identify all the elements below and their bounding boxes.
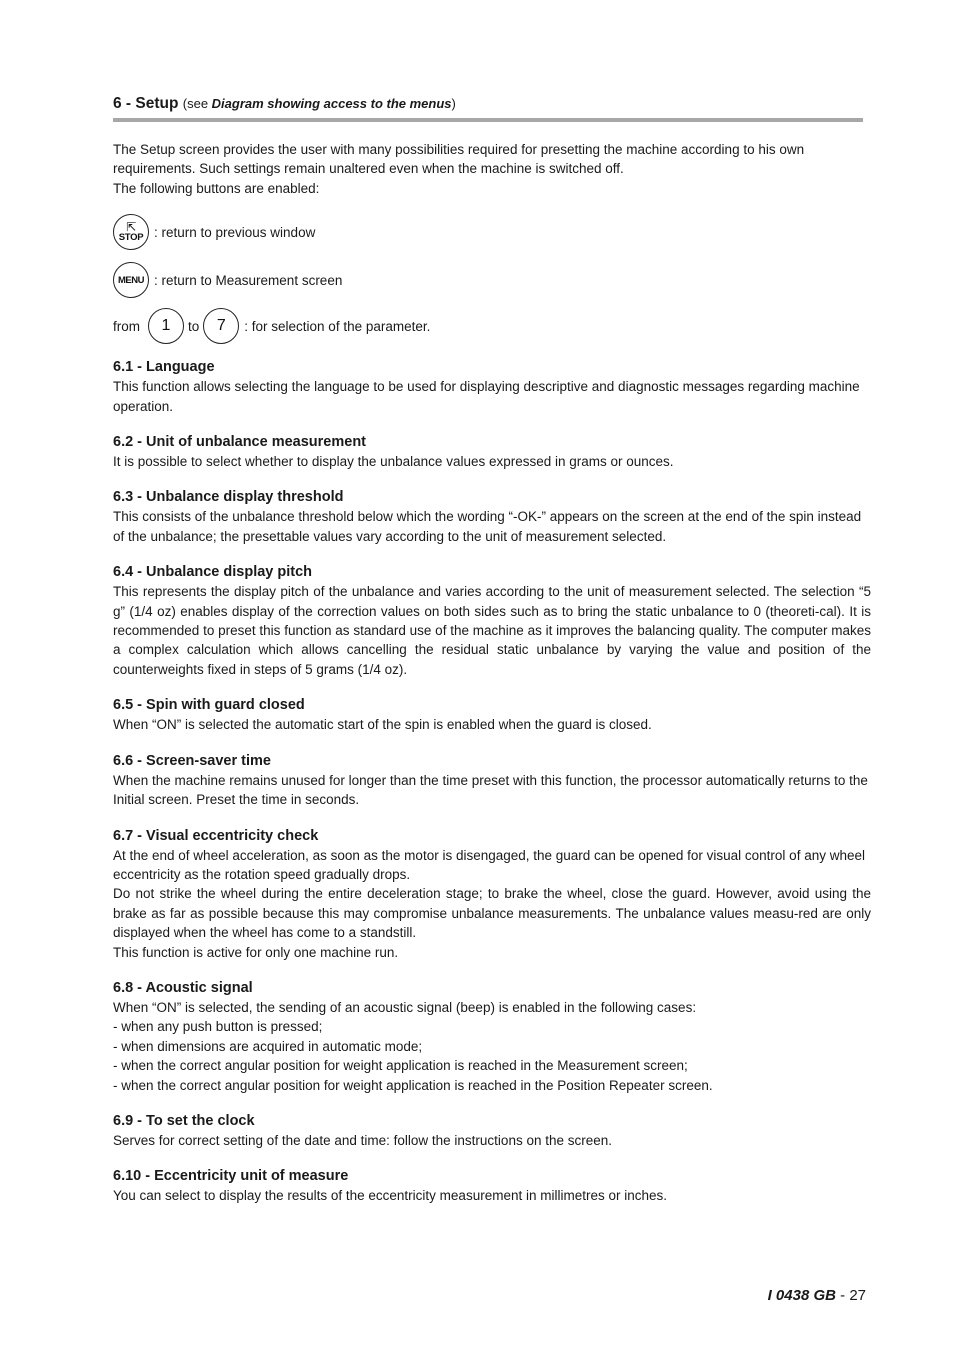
section-unbalance-unit bbox=[113, 433, 871, 471]
return-arrow-icon: ⇱ bbox=[126, 219, 136, 234]
list-item: - when any push button is pressed; bbox=[113, 1019, 323, 1035]
key-1-icon: 1 bbox=[148, 308, 184, 344]
from-label: from bbox=[113, 318, 140, 334]
menu-key-icon: MENU bbox=[113, 262, 149, 298]
section-heading bbox=[113, 93, 871, 115]
intro-paragraph: The Setup screen provides the user with many possibilities required for presetting the machine according to his own requirements. Such settings remain unaltered even when the machine is switched off. bbox=[113, 142, 805, 177]
subsection-text: This function is active for only one machine run. bbox=[113, 944, 399, 960]
subsection-text: This function allows selecting the language to be used for displaying descriptive and diagnostic messages regarding machine operation. bbox=[113, 379, 860, 414]
number-keys-description: : for selection of the parameter. bbox=[244, 318, 431, 334]
document-code: I 0438 GB bbox=[767, 1287, 836, 1304]
subsection-text: It is possible to select whether to display the unbalance values expressed in grams or ounces. bbox=[113, 454, 674, 470]
section-eccentricity-unit bbox=[113, 1167, 871, 1205]
subsection-title: 6.6 - Screen-saver time bbox=[113, 752, 271, 769]
menu-key-description: : return to Measurement screen bbox=[154, 272, 343, 288]
subsection-text: When “ON” is selected, the sending of an acoustic signal (beep) is enabled in the following cases: bbox=[113, 999, 697, 1015]
subsection-text: This represents the display pitch of the unbalance and varies according to the unit of measurement selected. The selection “5 g” (1/4 oz) enables display of the correction values on both sides such as to bring the static unbalance to 0 (theoreti-cal). It is recommended to preset this function as standard use of the machine as it improves the balancing quality. The computer makes a complex calculation which allows cancelling the residual static unbalance by varying the value and position of the counterweights fixed in steps of 5 grams (1/4 oz). bbox=[113, 584, 871, 677]
stop-key-description: : return to previous window bbox=[154, 224, 316, 240]
document-page bbox=[113, 93, 871, 1206]
subsection-title: 6.1 - Language bbox=[113, 359, 215, 376]
see-reference: (see Diagram showing access to the menus) bbox=[182, 96, 456, 111]
section-set-clock bbox=[113, 1112, 871, 1150]
intro-buttons-line: The following buttons are enabled: bbox=[113, 180, 320, 196]
subsection-title: 6.9 - To set the clock bbox=[113, 1112, 255, 1129]
list-item: - when dimensions are acquired in automatic mode; bbox=[113, 1038, 423, 1054]
subsection-text: When the machine remains unused for longer than the time preset with this function, the processor automatically returns to the Initial screen. Preset the time in seconds. bbox=[113, 772, 868, 808]
subsection-text: Serves for correct setting of the date and time: follow the instructions on the screen. bbox=[113, 1132, 613, 1148]
section-language bbox=[113, 358, 871, 416]
number-keys-row bbox=[113, 306, 871, 346]
page-number: 27 bbox=[849, 1287, 866, 1304]
list-item: - when the correct angular position for weight application is reached in the Measurement screen; bbox=[113, 1058, 688, 1074]
diagram-link[interactable]: Diagram showing access to the menus bbox=[211, 96, 452, 111]
subsection-title: 6.7 - Visual eccentricity check bbox=[113, 827, 319, 844]
subsection-text: Do not strike the wheel during the entire deceleration stage; to brake the wheel, close the guard. However, avoid using the brake as far as possible because this may compromise unbalance measurements. The unbalance values measu-red are only displayed when the wheel has come to a standstill. bbox=[113, 886, 871, 941]
subsection-text: This consists of the unbalance threshold below which the wording “-OK-” appears on the screen at the end of the spin instead of the unbalance; the presettable values vary according to the unit of measurement selected. bbox=[113, 509, 862, 544]
subsection-text: When “ON” is selected the automatic start of the spin is enabled when the guard is closed. bbox=[113, 717, 652, 733]
subsection-title: 6.8 - Acoustic signal bbox=[113, 979, 253, 996]
subsection-text: You can select to display the results of the eccentricity measurement in millimetres or inches. bbox=[113, 1188, 668, 1204]
list-item: - when the correct angular position for weight application is reached in the Position Repeater screen. bbox=[113, 1077, 713, 1093]
subsection-text: At the end of wheel acceleration, as soon as the motor is disengaged, the guard can be opened for visual control of any wheel eccentricity as the rotation speed gradually drops. bbox=[113, 847, 865, 882]
subsection-title: 6.10 - Eccentricity unit of measure bbox=[113, 1168, 349, 1185]
stop-button-row bbox=[113, 212, 871, 252]
section-display-pitch bbox=[113, 563, 871, 679]
stop-key-icon: ⇱ STOP bbox=[113, 214, 149, 250]
key-7-icon: 7 bbox=[203, 308, 239, 344]
subsection-title: 6.5 - Spin with guard closed bbox=[113, 697, 305, 714]
section-screen-saver bbox=[113, 752, 871, 810]
section-eccentricity-check bbox=[113, 827, 871, 962]
heading-divider bbox=[113, 118, 863, 122]
section-spin-guard bbox=[113, 696, 871, 734]
menu-button-row bbox=[113, 260, 871, 300]
section-title: 6 - Setup bbox=[113, 95, 179, 112]
section-display-threshold bbox=[113, 488, 871, 546]
page-footer: I 0438 GB - 27 bbox=[767, 1287, 866, 1304]
subsection-title: 6.2 - Unit of unbalance measurement bbox=[113, 434, 367, 451]
subsection-title: 6.3 - Unbalance display threshold bbox=[113, 489, 344, 506]
subsection-title: 6.4 - Unbalance display pitch bbox=[113, 564, 313, 581]
to-label: to bbox=[188, 318, 200, 334]
section-acoustic-signal bbox=[113, 979, 871, 1095]
